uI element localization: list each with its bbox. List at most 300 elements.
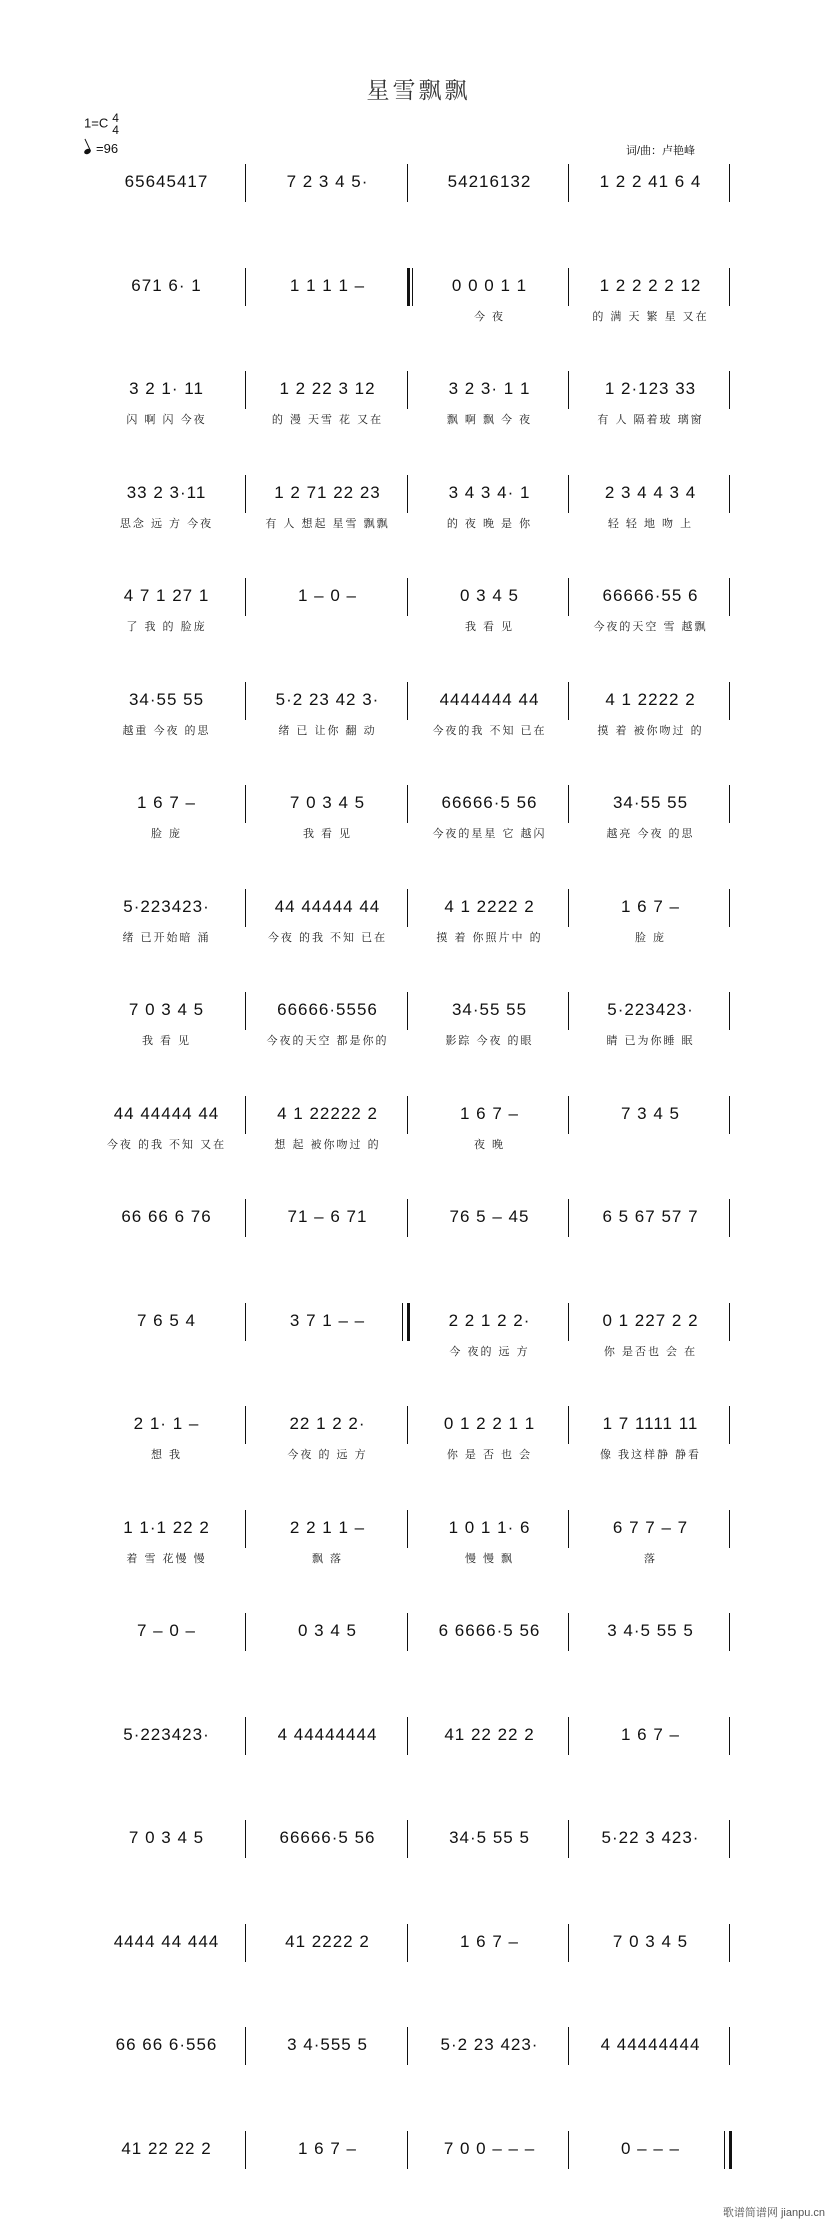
barline (245, 2027, 246, 2065)
barline (245, 1820, 246, 1858)
measure-notes: 4 1 2222 2 (605, 690, 696, 709)
measure-notes: 2 2 1 1 – (289, 1518, 366, 1537)
measure (570, 789, 731, 840)
barline (245, 785, 246, 823)
measure (247, 893, 408, 944)
measure-lyrics: 影踪 今夜 的眼 (445, 1035, 534, 1047)
measure (409, 1307, 570, 1358)
score-row (86, 1928, 731, 1988)
measure-notes: 1 1·1 22 2 (123, 1518, 210, 1537)
key-signature (84, 112, 119, 136)
measure (409, 893, 570, 944)
measure-notes: 41 22 22 2 (444, 1725, 535, 1744)
measure (409, 2031, 570, 2071)
measure-notes: 1 1 1 1 – (289, 276, 366, 295)
measure (86, 1928, 247, 1968)
measure (409, 1514, 570, 1565)
barline (245, 1303, 246, 1341)
measure (409, 996, 570, 1047)
barline (407, 1613, 408, 1651)
measure-lyrics: 想 我 (150, 1449, 183, 1461)
measure (570, 168, 731, 208)
barline (729, 1406, 730, 1444)
measure (409, 789, 570, 840)
measure-notes: 4 44444444 (600, 2035, 701, 2054)
barline (729, 1303, 730, 1341)
barline (407, 1717, 408, 1755)
barline (729, 164, 730, 202)
measure (409, 272, 570, 323)
barline (245, 1613, 246, 1651)
measure-notes: 7 3 4 5 (621, 1104, 680, 1123)
score-row (86, 893, 731, 953)
measure-notes: 5·223423· (607, 1000, 694, 1019)
measure-notes: 22 1 2 2· (289, 1414, 366, 1433)
score-row (86, 479, 731, 539)
measure (86, 2031, 247, 2071)
time-signature (112, 112, 119, 136)
barline (729, 475, 730, 513)
measure-lyrics: 今夜 的我 不知 又在 (106, 1139, 227, 1151)
measure-notes: 7 0 3 4 5 (612, 1932, 689, 1951)
barline (729, 785, 730, 823)
measure-notes: 1 2 71 22 23 (274, 483, 381, 502)
measure-notes: 66666·5 56 (279, 1828, 376, 1847)
measure (409, 168, 570, 208)
measure (247, 1100, 408, 1151)
measure-notes: 2 3 4 4 3 4 (604, 483, 697, 502)
measure (570, 582, 731, 633)
tempo-marking (84, 141, 118, 156)
measure-notes: 44 44444 44 (274, 897, 381, 916)
measure (409, 1617, 570, 1657)
measure (409, 1824, 570, 1864)
barline (407, 371, 408, 409)
measure-notes: 3 4 3 4· 1 (448, 483, 531, 502)
time-bottom: 4 (112, 123, 119, 137)
barline (568, 578, 569, 616)
barline (568, 1406, 569, 1444)
measure-notes: 2 1· 1 – (133, 1414, 200, 1433)
measure-notes: 5·2 23 42 3· (275, 690, 380, 709)
score-row (86, 996, 731, 1056)
measure (86, 1514, 247, 1565)
measure-lyrics: 想 起 被你吻过 的 (274, 1139, 381, 1151)
measure (247, 686, 408, 737)
measure-notes: 1 0 1 1· 6 (448, 1518, 531, 1537)
barline (568, 1613, 569, 1651)
measure-notes: 7 0 0 – – – (443, 2139, 536, 2158)
measure (247, 582, 408, 622)
barline (245, 1924, 246, 1962)
barline (245, 268, 246, 306)
measure-lyrics: 思念 远 方 今夜 (119, 518, 214, 530)
measure-notes: 41 22 22 2 (121, 2139, 212, 2158)
score-row (86, 272, 731, 332)
measure-lyrics: 今夜的天空 雪 越飘 (593, 621, 708, 633)
barline (407, 1406, 408, 1444)
measure (570, 1721, 731, 1761)
measure (409, 2135, 570, 2175)
barline (407, 785, 408, 823)
barline (729, 2131, 732, 2169)
measure-lyrics: 的 夜 晚 是 你 (446, 518, 533, 530)
measure (570, 479, 731, 530)
barline (568, 164, 569, 202)
measure-notes: 34·55 55 (612, 793, 689, 812)
barline (407, 1510, 408, 1548)
measure (86, 479, 247, 530)
measure-notes: 33 2 3·11 (126, 483, 207, 502)
barline (729, 992, 730, 1030)
measure-notes: 0 3 4 5 (298, 1621, 357, 1640)
measure-notes: 34·55 55 (128, 690, 205, 709)
measure (409, 1928, 570, 1968)
measure-notes: 7 0 3 4 5 (128, 1828, 205, 1847)
measure-notes: 3 4·5 55 5 (607, 1621, 694, 1640)
barline (245, 682, 246, 720)
score-row (86, 1410, 731, 1470)
measure-notes: 5·2 23 423· (440, 2035, 539, 2054)
measure (86, 272, 247, 312)
score-row (86, 1203, 731, 1263)
measure-notes: 5·223423· (123, 1725, 210, 1744)
measure-notes: 4 7 1 27 1 (123, 586, 210, 605)
measure (409, 1100, 570, 1151)
barline (568, 1096, 569, 1134)
barline (407, 1924, 408, 1962)
barline (407, 578, 408, 616)
measure-notes: 2 2 1 2 2· (448, 1311, 531, 1330)
barline (407, 164, 408, 202)
measure-notes: 1 7 1111 11 (602, 1414, 699, 1433)
measure (570, 272, 731, 323)
measure-notes: 4 1 22222 2 (277, 1104, 378, 1123)
measure-lyrics: 有 人 隔着玻 璃窗 (597, 414, 704, 426)
measure (409, 582, 570, 633)
measure (409, 479, 570, 530)
measure-notes: 4 1 2222 2 (444, 897, 535, 916)
measure-notes: 7 0 3 4 5 (289, 793, 366, 812)
measure-notes: 0 1 227 2 2 (602, 1311, 699, 1330)
barline (407, 475, 408, 513)
barline (729, 1510, 730, 1548)
measure-notes: 66 66 6 76 (121, 1207, 212, 1226)
measure-notes: 3 2 3· 1 1 (448, 379, 531, 398)
measure (570, 996, 731, 1047)
measure (247, 1410, 408, 1461)
measure (86, 1203, 247, 1243)
barline (729, 889, 730, 927)
tempo-value: =96 (96, 141, 119, 156)
measure-notes: 0 0 0 1 1 (451, 276, 528, 295)
measure-lyrics: 飘 啊 飘 今 夜 (446, 414, 533, 426)
measure-notes: 34·55 55 (451, 1000, 528, 1019)
measure-notes: 4444444 44 (439, 690, 540, 709)
song-title: 星雪飘飘 (366, 78, 471, 104)
measure-lyrics: 着 雪 花慢 慢 (126, 1553, 207, 1565)
key-label: 1=C (84, 115, 109, 131)
time-top: 4 (112, 111, 119, 125)
measure-lyrics: 闪 啊 闪 今夜 (126, 414, 207, 426)
measure (86, 1410, 247, 1461)
barline (568, 1717, 569, 1755)
score-row (86, 1824, 731, 1884)
measure-notes: 3 2 1· 11 (129, 379, 204, 398)
measure-lyrics: 脸 庞 (150, 828, 183, 840)
author-credit: 词/曲：卢艳峰 (626, 145, 696, 157)
barline (568, 992, 569, 1030)
measure-lyrics: 你 是 否 也 会 (446, 1449, 533, 1461)
measure-notes: 1 2·123 33 (604, 379, 697, 398)
quarter-note-icon (83, 148, 91, 155)
score-row (86, 168, 731, 228)
measure (570, 893, 731, 944)
measure-lyrics: 越亮 今夜 的思 (606, 828, 695, 840)
measure-lyrics: 像 我这样静 静看 (599, 1449, 702, 1461)
measure-lyrics: 越重 今夜 的思 (122, 725, 211, 737)
score-row (86, 1617, 731, 1677)
measure-lyrics: 绪 已 让你 翻 动 (278, 725, 377, 737)
barline (245, 1096, 246, 1134)
measure-notes: 5·22 3 423· (601, 1828, 700, 1847)
measure-lyrics: 绪 已开始暗 涌 (122, 932, 211, 944)
measure (86, 375, 247, 426)
measure-notes: 66 66 6·556 (115, 2035, 218, 2054)
measure-notes: 4 44444444 (277, 1725, 378, 1744)
measure-notes: 54216132 (447, 172, 532, 191)
measure-lyrics: 的 漫 天雪 花 又在 (271, 414, 384, 426)
measure-lyrics: 有 人 想起 星雪 飘飘 (265, 518, 390, 530)
measure (86, 1100, 247, 1151)
measure (570, 2135, 731, 2175)
barline (729, 2027, 730, 2065)
measure-lyrics: 夜 晚 (473, 1139, 506, 1151)
measure-notes: 1 6 7 – (460, 1932, 519, 1951)
measure-notes: 7 – 0 – (137, 1621, 196, 1640)
score-row (86, 1721, 731, 1781)
barline (407, 2027, 408, 2065)
barline (407, 992, 408, 1030)
measure (570, 686, 731, 737)
measure-lyrics: 摸 着 你照片中 的 (436, 932, 543, 944)
measure-lyrics: 今夜 的 远 方 (287, 1449, 368, 1461)
measure-lyrics: 摸 着 被你吻过 的 (597, 725, 704, 737)
measure (247, 1928, 408, 1968)
barline (407, 1096, 408, 1134)
measure (247, 375, 408, 426)
measure (86, 2135, 247, 2175)
measure-notes: 0 – – – (621, 2139, 680, 2158)
barline (729, 1717, 730, 1755)
measure-lyrics: 今夜的星星 它 越闪 (432, 828, 547, 840)
measure-notes: 65645417 (124, 172, 209, 191)
measure-notes: 5·223423· (123, 897, 210, 916)
barline (407, 2131, 408, 2169)
measure (247, 2135, 408, 2175)
measure-notes: 1 6 7 – (621, 1725, 680, 1744)
measure-notes: 7 6 5 4 (137, 1311, 196, 1330)
barline (568, 371, 569, 409)
score-row (86, 789, 731, 849)
measure-notes: 6 7 7 – 7 (612, 1518, 689, 1537)
barline (407, 682, 408, 720)
barline (568, 682, 569, 720)
measure-lyrics: 今夜的我 不知 已在 (432, 725, 547, 737)
measure-notes: 1 2 22 3 12 (279, 379, 376, 398)
measure (247, 1514, 408, 1565)
score-row (86, 375, 731, 435)
barline (245, 475, 246, 513)
measure (570, 1928, 731, 1968)
measure (86, 996, 247, 1047)
barline (729, 578, 730, 616)
barline (729, 682, 730, 720)
measure-notes: 0 1 2 2 1 1 (443, 1414, 536, 1433)
measure-lyrics: 落 (644, 1553, 657, 1565)
barline (245, 1510, 246, 1548)
barline (245, 578, 246, 616)
score-row (86, 1514, 731, 1574)
measure-notes: 71 – 6 71 (287, 1207, 368, 1226)
measure (409, 686, 570, 737)
barline (729, 268, 730, 306)
barline (245, 164, 246, 202)
measure-notes: 7 2 3 4 5· (286, 172, 369, 191)
measure-notes: 6 6666·5 56 (438, 1621, 541, 1640)
measure (247, 168, 408, 208)
measure-lyrics: 今 夜的 远 方 (449, 1346, 530, 1358)
measure-lyrics: 飘 落 (311, 1553, 344, 1565)
measure-lyrics: 我 看 见 (464, 621, 515, 633)
score-row (86, 1307, 731, 1367)
barline (407, 1199, 408, 1237)
measure-notes: 44 44444 44 (113, 1104, 220, 1123)
measure-lyrics: 睛 已为你睡 眠 (606, 1035, 695, 1047)
barline (245, 992, 246, 1030)
measure-lyrics: 的 满 天 繁 星 又在 (592, 311, 709, 323)
barline (568, 1510, 569, 1548)
measure (86, 1721, 247, 1761)
barline (568, 1199, 569, 1237)
measure (86, 1617, 247, 1657)
measure-lyrics: 轻 轻 地 吻 上 (607, 518, 694, 530)
measure (247, 1203, 408, 1243)
barline (729, 1613, 730, 1651)
barline (407, 1820, 408, 1858)
measure (86, 168, 247, 208)
measure (247, 479, 408, 530)
measure-notes: 671 6· 1 (131, 276, 202, 295)
barline (568, 268, 569, 306)
measure-lyrics: 我 看 见 (141, 1035, 192, 1047)
barline (568, 475, 569, 513)
measure-lyrics: 今夜 的我 不知 已在 (267, 932, 388, 944)
measure (570, 1410, 731, 1461)
measure-notes: 34·5 55 5 (449, 1828, 530, 1847)
measure-notes: 1 2 2 2 2 12 (599, 276, 702, 295)
measure (247, 1617, 408, 1657)
measure-lyrics: 脸 庞 (634, 932, 667, 944)
barline (729, 371, 730, 409)
measure-notes: 1 2 2 41 6 4 (599, 172, 702, 191)
measure-notes: 4444 44 444 (113, 1932, 220, 1951)
measure-notes: 1 6 7 – (460, 1104, 519, 1123)
measure-notes: 66666·5556 (277, 1000, 378, 1019)
measure (247, 1721, 408, 1761)
measure (570, 1824, 731, 1864)
barline (568, 889, 569, 927)
score-row (86, 2031, 731, 2091)
barline (245, 1406, 246, 1444)
measure-notes: 1 – 0 – (298, 586, 357, 605)
measure-notes: 7 0 3 4 5 (128, 1000, 205, 1019)
barline (245, 889, 246, 927)
measure (247, 789, 408, 840)
measure (570, 1307, 731, 1358)
barline (568, 2131, 569, 2169)
barline (568, 1924, 569, 1962)
measure (570, 375, 731, 426)
barline (568, 2027, 569, 2065)
measure (570, 1617, 731, 1657)
barline (729, 1924, 730, 1962)
measure-notes: 66666·55 6 (602, 586, 699, 605)
measure-notes: 1 6 7 – (137, 793, 196, 812)
measure-lyrics: 我 看 见 (302, 828, 353, 840)
barline (729, 1096, 730, 1134)
barline (568, 1303, 569, 1341)
measure (409, 1721, 570, 1761)
score-row (86, 1100, 731, 1160)
measure (86, 893, 247, 944)
barline (568, 1820, 569, 1858)
measure (247, 1824, 408, 1864)
barline (407, 889, 408, 927)
measure-notes: 6 5 67 57 7 (602, 1207, 699, 1226)
measure (570, 2031, 731, 2071)
measure-notes: 0 3 4 5 (460, 586, 519, 605)
measure (86, 789, 247, 840)
score-row (86, 686, 731, 746)
measure (570, 1514, 731, 1565)
measure (409, 375, 570, 426)
measure (570, 1203, 731, 1243)
measure (247, 996, 408, 1047)
measure (247, 272, 408, 312)
barline (245, 1199, 246, 1237)
measure (409, 1410, 570, 1461)
measure (247, 1307, 408, 1347)
measure (86, 1824, 247, 1864)
score-row (86, 582, 731, 642)
barline (729, 1199, 730, 1237)
measure-notes: 3 4·555 5 (287, 2035, 368, 2054)
measure-notes: 3 7 1 – – (289, 1311, 366, 1330)
barline (729, 1820, 730, 1858)
measure-lyrics: 你 是否也 会 在 (603, 1346, 698, 1358)
measure (86, 686, 247, 737)
score-row (86, 2135, 731, 2195)
measure-notes: 76 5 – 45 (449, 1207, 530, 1226)
measure (86, 582, 247, 633)
barline (245, 371, 246, 409)
measure-notes: 1 6 7 – (298, 2139, 357, 2158)
measure-lyrics: 慢 慢 飘 (464, 1553, 515, 1565)
measure (247, 2031, 408, 2071)
barline (245, 2131, 246, 2169)
measure-lyrics: 了 我 的 脸庞 (126, 621, 207, 633)
